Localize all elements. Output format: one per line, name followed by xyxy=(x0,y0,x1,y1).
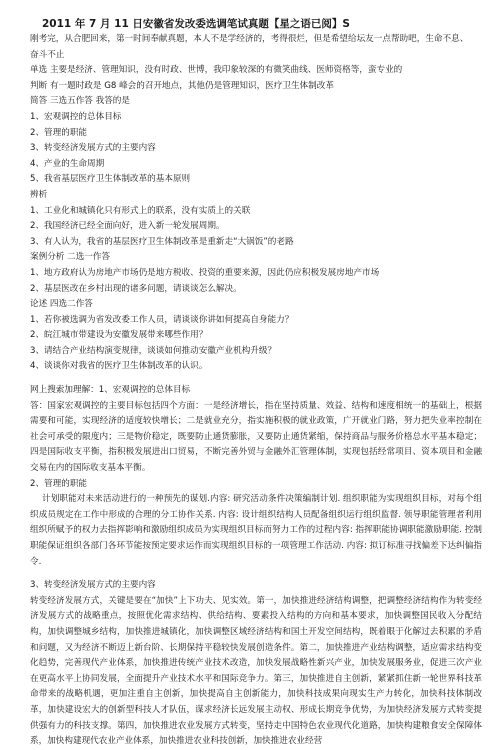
analysis-header: 辨析 xyxy=(30,189,48,200)
answer-3-header: 3、转变经济发展方式的主要内容 xyxy=(30,580,156,591)
single-choice-section: 单选 主要是经济、管理知识，没有时政、世博，我印象较深的有微笑曲线、医师资格等，蛮专业的 xyxy=(30,65,403,76)
essay-item: 3、请结合产业结构演变规律，谈谈如何推动安徽产业机构升级？ xyxy=(30,345,277,356)
short-answer-header: 简答 三选五作答 我答的是 xyxy=(30,96,130,107)
analysis-item: 1、工业化和城镇化只有形式上的联系，没有实质上的关联 xyxy=(30,205,251,216)
section-spacer xyxy=(30,570,482,578)
answer-3-paragraph: 转变经济发展方式，关键是要在“加快”上下功夫、见实效。第一，加快推进经济结构调整，把调整经济结构作为转变经济发展方式的战略重点，按照优化需求结构、供给结构、要素投入结构的方向和基本要求，加快调整国民收入分配结构，加快调整城乡结构，加快推进城镇化，加快调整区域经济结构和国土开发空间结构，既着眼于化解过去积累的矛盾和问题，又为经济不断迈上新台阶、长期保持平稳较快发展创造条件。第二，加快推进产业结构调整，适应需求结构变化趋势，完善现代产业体系，加快推进传统产业技术改造，加快发展战略性新兴产业，加快发展服务业，促进三次产业在更高水平上协同发展，全面提升产业技术水平和国际竞争力。第三，加快推进自主创新，紧紧抓住新一轮世界科技革命带来的战略机遇，更加注重自主创新，加快提高自主创新能力，加快科技成果向现实生产力转化，加快科技体制改革，加快建设宏大的创新型科技人才队伍，谋求经济长远发展主动权、形成长期竞争优势，为加快经济发展方式转变提供强有力的科技支撑。第四，加快推进农业发展方式转变，坚持走中国特色农业现代化道路，加快构建粮食安全保障体系，加快构建现代农业产业体系，加快推进农业科技创新，加快推进农业经营 xyxy=(30,595,482,747)
document-title: 2011 年 7 月 11 日安徽省发改委选调笔试真题【星之语已阅】S xyxy=(42,18,350,30)
answer-1-paragraph: 答：国家宏观调控的主要目标包括四个方面：一是经济增长，指在坚持质量、效益、结构和速度相统一的基础上，根据需要和可能，实现经济的适度较快增长；二是就业充分，指实施积极的就业政策，广开就业门路，努力把失业率控制在社会可承受的限度内；三是物价稳定，既要防止通货膨胀，又要防止通货紧缩，保持商品与服务价格总水平基本稳定；四是国际收支平衡，指积极发展进出口贸易，不断完善外贸与金融外汇管理体制，实现包括经常项目、资本项目和金融交易在内的国际收支基本平衡。 xyxy=(30,400,482,474)
short-answer-item: 1、宏观调控的总体目标 xyxy=(30,111,122,122)
answer-2-paragraph: 计划职能对未来活动进行的一种预先的谋划.内容: 研究活动条件决策编制计划. 组织职能为实现组织目标，对每个组织成员规定在工作中形成的合理的分工协作关系. 内容: 设计组织结构人员配备组织运行组织监督. 领导职能管理者利用组织所赋予的权力去指挥影响和激励组织成员为实现组织目标而努力工作的过程内容: 指挥职能协调职能激励职能. 控制职能保证组织各部门各环节能按预定要求运作而实现组织目标的一项管理工作活动. 内容: 拟订标准寻找偏差下达纠偏指令. xyxy=(30,494,482,567)
short-answer-item: 2、管理的职能 xyxy=(30,127,88,138)
short-answer-item: 5、我省基层医疗卫生体制改革的基本原则 xyxy=(30,174,191,185)
essay-item: 2、皖江城市带建设为安徽发展带来哪些作用？ xyxy=(30,330,208,341)
answers-header: 网上搜索加理解：1、宏观调控的总体目标 xyxy=(30,385,191,396)
analysis-item: 2、我国经济已经全面向好，进入新一轮发展周期。 xyxy=(30,221,225,232)
judge-section: 判断 有一题时政是 G8 峰会的召开地点，其他仍是管理知识，医疗卫生体制改革 xyxy=(30,80,334,91)
essay-header: 论述 四选二作答 xyxy=(30,299,93,310)
intro-line-2: 奋斗不止 xyxy=(30,49,65,60)
intro-line-1: 刚考完，从合肥回来，第一时间奉献真题，本人不是学经济的，考得很烂，但是希望给坛友一点帮助吧，生命不息、 xyxy=(30,34,469,44)
short-answer-item: 3、转变经济发展方式的主要内容 xyxy=(30,143,156,154)
analysis-item: 3、有人认为，我省的基层医疗卫生体制改革是重新走“大锅饭”的老路 xyxy=(30,236,294,247)
case-item: 1、地方政府认为房地产市场仍是地方税收、投资的重要来源，因此仍应积极发展房地产市场 xyxy=(30,267,380,278)
short-answer-item: 4、产业的生命周期 xyxy=(30,158,105,169)
essay-item: 4、谈谈你对我省的医疗卫生体制改革的认识。 xyxy=(30,361,208,372)
case-header: 案例分析 二选一作答 xyxy=(30,252,111,263)
essay-item: 1、若你被选调为省发改委工作人员，请谈谈你讲如何提高自身能力？ xyxy=(30,314,294,325)
case-item: 2、基层医改在乡村出现的诸多问题，请谈谈怎么解决。 xyxy=(30,283,242,294)
answer-2-header: 2、管理的职能 xyxy=(30,478,88,489)
section-spacer xyxy=(30,375,482,383)
